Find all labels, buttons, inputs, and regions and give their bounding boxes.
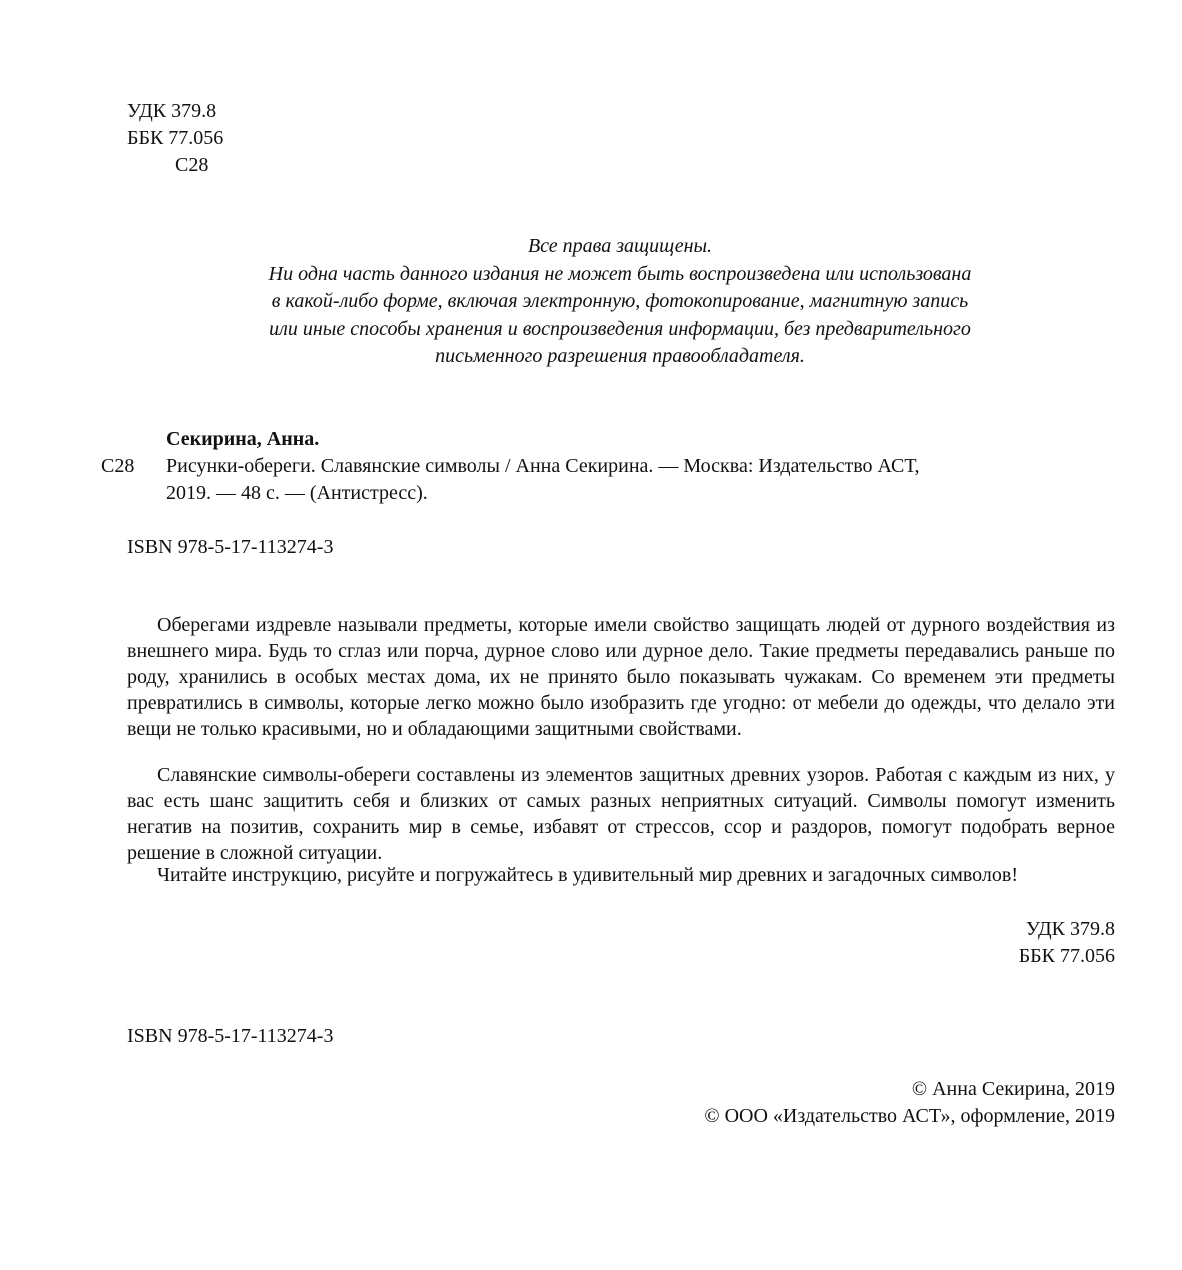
udk-code: УДК 379.8 <box>127 100 217 122</box>
rights-notice-line: Ни одна часть данного издания не может быть воспроизведена или использована <box>268 262 972 285</box>
copyright-author: © Анна Секирина, 2019 <box>911 1078 1115 1100</box>
rights-notice-line: Все права защищены. <box>527 235 713 257</box>
udk-code-footer: УДК 379.8 <box>1025 918 1115 940</box>
rights-notice-line: или иные способы хранения и воспроизведения информации, без предварительного <box>269 317 971 340</box>
rights-notice-line: в какой-либо форме, включая электронную, фотокопирование, магнитную запись <box>271 290 969 312</box>
isbn-bottom: ISBN 978-5-17-113274-3 <box>127 1025 334 1047</box>
author-sign: С28 <box>175 154 209 176</box>
copyright-publisher: © ООО «Издательство АСТ», оформление, 2019 <box>704 1105 1115 1127</box>
annotation-paragraph-3: Читайте инструкцию, рисуйте и погружайтесь в удивительный мир древних и загадочных символов! <box>157 864 1018 886</box>
bibliographic-author: Секирина, Анна. <box>166 428 320 450</box>
bibliographic-imprint: 2019. — 48 с. — (Антистресс). <box>166 482 428 504</box>
bbk-code: ББК 77.056 <box>127 127 224 149</box>
rights-notice-line: письменного разрешения правообладателя. <box>435 345 805 367</box>
bbk-code-footer: ББК 77.056 <box>1018 945 1115 967</box>
annotation-paragraph-1: Оберегами издревле называли предметы, которые имели свойство защищать людей от дурного воздействия из внешнего мира. Будь то сглаз или порча, дурное слово или дурное дело. Такие предметы передавались раньше по роду, хранились в особых местах дома, их не принято было показывать чужакам. Со временем эти предметы превратились в символы, которые легко можно было изобразить где угодно: от мебели до одежды, что делало эти вещи не только красивыми, но и обладающими защитными свойствами. <box>127 614 1115 740</box>
annotation-paragraph-2: Славянские символы-обереги составлены из элементов защитных древних узоров. Работая с каждым из них, у вас есть шанс защитить себя и близких от самых разных неприятных ситуаций. Символы помогут изменить негатив на позитив, сохранить мир в семье, избавят от стрессов, ссор и раздоров, помогут подобрать верное решение в сложной ситуации. <box>127 764 1115 864</box>
bibliographic-title: Рисунки-обереги. Славянские символы / Анна Секирина. — Москва: Издательство АСТ, <box>166 455 920 477</box>
rights-notice <box>120 233 1120 371</box>
bibliographic-sign: С28 <box>101 455 135 477</box>
isbn-top: ISBN 978-5-17-113274-3 <box>127 536 334 558</box>
